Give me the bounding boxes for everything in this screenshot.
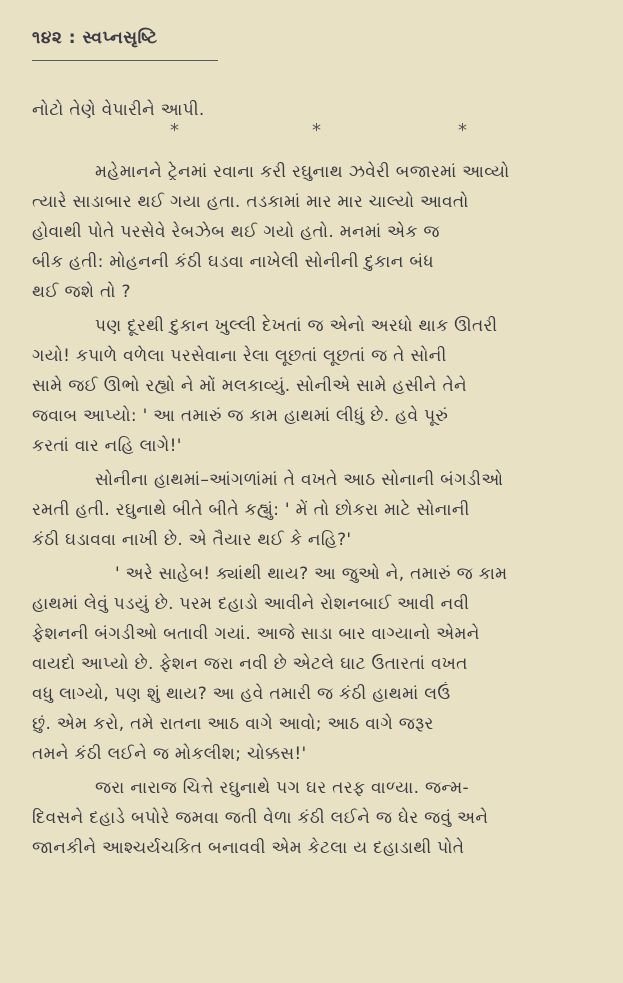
paragraph-line: ફેશનની બંગડીઓ બતાવી ગયાં. આજે સાડા બાર વાગ્યાનો એમને <box>32 624 480 644</box>
paragraph-line: થઈ જશે તો ? <box>32 282 131 302</box>
header-underline <box>32 60 218 61</box>
paragraph-line: દિવસને દહાડે બપોરે જમવા જતી વેળા કંઠી લઈને જ ઘેર જવું અને <box>32 808 489 828</box>
paragraph-line: જરા નારાજ ચિત્તે રઘુનાથે પગ ઘર તરફ વાળ્યા. જન્મ- <box>95 778 469 798</box>
paragraph-line: તમને કંઠી લઈને જ મોકલીશ; ચોક્કસ!' <box>32 744 307 764</box>
first-line: નોટો તેણે વેપારીને આપી. <box>32 100 205 120</box>
paragraph-line: સોનીના હાથમાં–આંગળાંમાં તે વખતે આઠ સોનાની બંગડીઓ <box>95 470 504 490</box>
paragraph-line: જવાબ આપ્યો: ' આ તમારું જ કામ હાથમાં લીધું છે. હવે પૂરું <box>32 406 449 426</box>
paragraph-line: હાથમાં લેવું પડયું છે. પરમ દહાડો આવીને રોશનબાઈ આવી નવી <box>32 594 470 614</box>
section-break <box>0 120 623 142</box>
paragraph-line: પણ દૂરથી દુકાન ખુલ્લી દેખતાં જ એનો અરધો થાક ઊતરી <box>95 316 498 336</box>
paragraph-line: ત્યારે સાડાબાર થઈ ગયા હતા. તડકામાં માર માર ચાલ્યો આવતો <box>32 192 469 212</box>
section-star: * <box>458 120 467 141</box>
paragraph-line: વાયદો આપ્યો છે. ફેશન જરા નવી છે એટલે ઘાટ ઉતારતાં વખત <box>32 654 468 674</box>
paragraph-line: સામે જઈ ઊભો રહ્યો ને મોં મલકાવ્યું. સોનીએ સામે હસીને તેને <box>32 376 467 396</box>
section-star: * <box>312 120 321 141</box>
paragraph-line: રમતી હતી. રઘુનાથે બીતે બીતે કહ્યું: ' મેં તો છોકરા માટે સોનાની <box>32 500 470 520</box>
paragraph-line: કંઠી ઘડાવવા નાખી છે. એ તૈયાર થઈ કે નહિ?' <box>32 530 352 550</box>
paragraph-line: હોવાથી પોતે પરસેવે રેબઝેબ થઈ ગયો હતો. મનમાં એક જ <box>32 222 440 242</box>
paragraph-line: ગયો! કપાળે વળેલા પરસેવાના રેલા લૂછતાં લૂછતાં જ તે સોની <box>32 346 447 366</box>
paragraph-line: કરતાં વાર નહિ લાગે!' <box>32 436 182 456</box>
running-header: ૧૪૨ : સ્વપ્નસૃષ્ટિ <box>32 28 158 48</box>
paragraph-line: વધુ લાગ્યો, પણ શું થાય? આ હવે તમારી જ કંઠી હાથમાં લઉં <box>32 684 451 704</box>
paragraph-line: છું. એમ કરો, તમે રાતના આઠ વાગે આવો; આઠ વાગે જરૂર <box>32 714 434 734</box>
section-star: * <box>170 120 179 141</box>
paragraph-line: ' અરે સાહેબ! ક્યાંથી થાય? આ જુઓ ને, તમારું જ કામ <box>115 564 508 584</box>
paragraph-line: મહેમાનને ટ્રેનમાં રવાના કરી રઘુનાથ ઝવેરી બજારમાં આવ્યો <box>95 162 510 182</box>
paragraph-line: જાનકીને આશ્ચર્યચકિત બનાવવી એમ કેટલા ય દહાડાથી પોતે <box>32 838 465 858</box>
paragraph-line: બીક હતી: મોહનની કંઠી ઘડવા નાખેલી સોનીની દુકાન બંધ <box>32 252 434 272</box>
